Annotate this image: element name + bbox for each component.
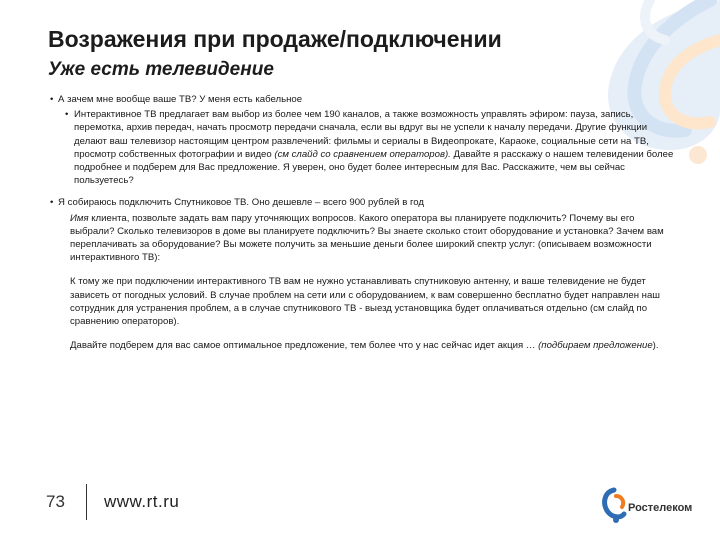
answer-paragraph-2 xyxy=(50,275,680,328)
page-number: 73 xyxy=(46,492,65,511)
footer-url-link[interactable]: www.rt.ru xyxy=(104,492,180,511)
objection-question xyxy=(50,196,680,209)
page-subtitle: Уже есть телевидение xyxy=(48,59,274,80)
bullet-icon: • xyxy=(50,197,54,209)
logo-wordmark: Ростелеком xyxy=(628,502,693,514)
paragraph-text-end: ). xyxy=(652,340,659,352)
slide-content xyxy=(50,93,680,352)
answer-text: Интерактивное ТВ предлагает вам выбор из более чем 190 каналов, а также возможность управлять эфиром: пауза, запись, перемотка, архив передач, начать просмотр передачи сначала, если вы вдруг вы не успели к началу передачи. Другие функции делают ваш телевизор настоящим центром развлечений: фильмы и сериалы в Видеопрокате, Караоке, социальные сети на ТВ, просмотр собственных фотографии и видео xyxy=(74,109,649,160)
answer-paragraph-3 xyxy=(50,339,680,352)
question-text: А зачем мне вообще ваше ТВ? У меня есть кабельное xyxy=(58,94,303,105)
objection-question xyxy=(50,93,680,106)
bullet-icon: • xyxy=(65,109,69,121)
paragraph-italic-note: (подбираем предложение xyxy=(538,340,653,352)
question-text: Я собираюсь подключить Спутниковое ТВ. Оно дешевле – всего 900 рублей в год xyxy=(58,197,424,209)
client-name-placeholder: Имя xyxy=(70,212,89,224)
paragraph-text: Давайте подберем для вас самое оптимальное предложение, тем более что у нас сейчас идет акция … xyxy=(70,340,539,352)
objection-answer xyxy=(50,108,680,187)
answer-text-end: Давайте я расскажу о нашем телевидении более подробнее и подберем для Вас предложение. Я уверен, оно будет более интересным для Вас. Расскажите, чем вы сейчас пользуетесь? xyxy=(74,148,674,187)
answer-italic-note: (см слайд со сравнением операторов). xyxy=(274,148,451,160)
paragraph-text: клиента, позвольте задать вам пару уточняющих вопросов. Какого оператора вы планируете подключить? Почему вы его выбрали? Сколько телевизоров в доме вы планируете подключить? Вы знаете сколько стоит оборудование и установка? Зачем вам переплачивать за оборудование? Вы можете получить за меньшие деньги более широкий спектр услуг: (описываем возможности интерактивного ТВ): xyxy=(70,212,664,264)
objection-section-satellite xyxy=(50,196,680,352)
bullet-icon: • xyxy=(50,94,54,105)
paragraph-text: К тому же при подключении интерактивного ТВ вам не нужно устанавливать спутниковую антенну, и ваше телевидение не будет зависеть от погодных условий. В случае проблем на сети или с оборудованием, к вам совершенно бесплатно будет направлен наш сотрудник для устранения проблем, а в случае спутникового ТВ - выезд установщика будет оплачиваться отдельно (см слайд по сравнению операторов). xyxy=(70,276,661,328)
objection-section-cable xyxy=(50,93,680,187)
footer-divider xyxy=(86,484,87,520)
page-title: Возражения при продаже/подключении xyxy=(48,26,502,52)
answer-paragraph-1 xyxy=(50,212,680,265)
